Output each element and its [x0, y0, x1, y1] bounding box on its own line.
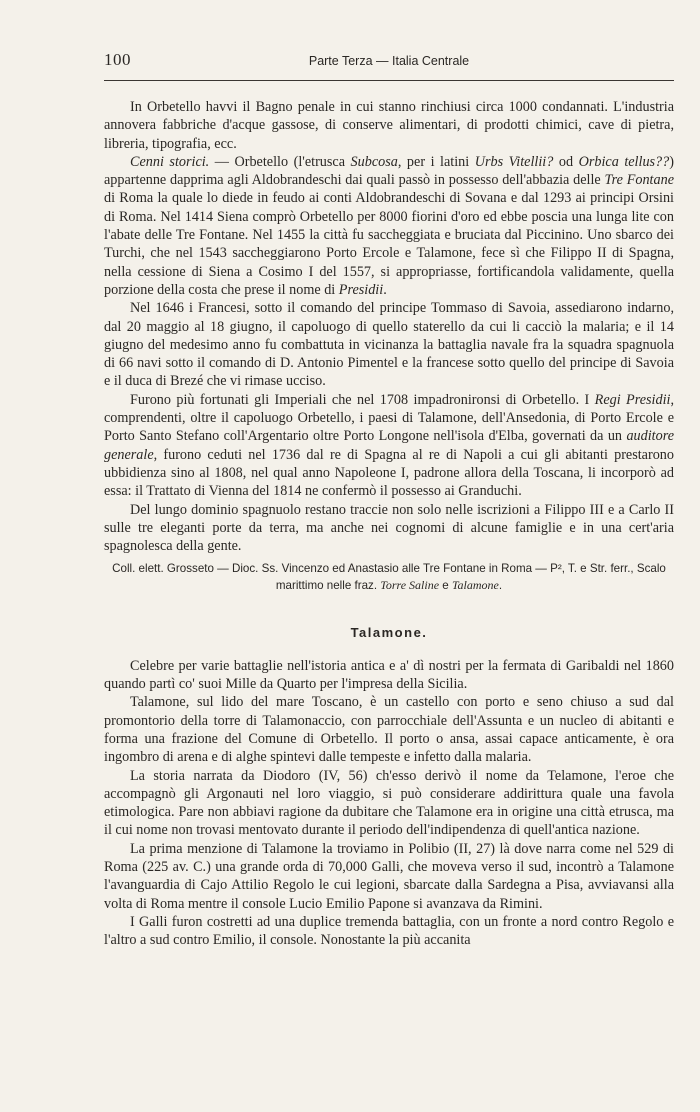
text-run: , per i latini — [397, 153, 475, 170]
text-run: , furono ceduti nel 1736 dal re di Spagna al re di Napoli a cui gli abitanti prestarono ubbidienza sino al 1808, nel qual anno Napoleone I, padrone allora della Toscana, li incorporò ad essa: il Trattato di Vienna del 1814 ne confermò il possesso ai Granduchi. — [104, 446, 674, 500]
italic-term: Presidii — [338, 281, 384, 298]
paragraph-talamone-polibio: La prima menzione di Talamone la troviamo in Polibio (II, 27) là dove narra come nel 529 di Roma (225 av. C.) una grande orda di 70,000 Galli, che moveva verso il sud, incontrò a Talamone l'avanguardia di Cajo Attilio Regolo le cui legioni, sbarcate dalla Sardegna a Pisa, avviavansi alla volta di Roma mentre il console Lucio Emilio Papone si avanzava da Rimini. — [104, 840, 674, 912]
paragraph-imperiali — [104, 391, 674, 501]
cenni-storici-label: Cenni storici. — [130, 153, 210, 170]
italic-term: Orbica tellus?? — [578, 153, 670, 170]
paragraph-talamone-lido: Talamone, sul lido del mare Toscano, è un castello con porto e seno chiuso a sud dal promontorio della torre di Talamonaccio, con parrocchiale dell'Assunta e un nucleo di abitanti e forma una frazione del Comune di Orbetello. Il porto o ansa, assai capace anticamente, è ora ingombro di arena e di alghe spintevi dalle tempeste e infetto dalla malaria. — [104, 694, 674, 766]
text-run: , comprendenti, oltre il capoluogo Orbetello, i paesi di Talamone, dell'Ansedonia, di Porto Ercole e Porto Santo Stefano coll'Argentario oltre Porto Longone nell'isola d'Elba, governati da un — [104, 391, 674, 445]
running-title: Parte Terza — Italia Centrale — [308, 54, 470, 68]
italic-term: Regi Presidii — [594, 391, 671, 408]
italic-term: Talamone — [451, 578, 499, 593]
paragraph-1646: Nel 1646 i Francesi, sotto il comando del principe Tommaso di Savoia, assediarono indarno, dal 20 maggio al 18 giugno, il capoluogo di quello staterello da cui li cacciò la malaria; e il 14 giugno del medesimo anno fu combattuta in vicinanza la battaglia navale fra la squadra spagnuola di 66 navi sotto il comando di D. Antonio Pimentel e la francese sotto quello del principe di Savoia e il duca di Brezé che vi rimase ucciso. — [104, 300, 674, 390]
page-number: 100 — [104, 50, 131, 69]
text-run: ) appartenne dapprima agli Aldobrandeschi dai quali passò in possesso dell'abbazia delle — [104, 153, 674, 189]
text-run: e — [439, 579, 452, 593]
text-run: . — [498, 579, 503, 593]
paragraph-talamone-celebre: Celebre per varie battaglie nell'istoria antica e a' dì nostri per la fermata di Garibaldi nel 1860 quando partì co' suoi Mille da Quarto per l'impresa della Sicilia. — [104, 657, 674, 693]
italic-term: Tre Fontane — [604, 172, 674, 189]
paragraph-talamone-diodoro: La storia narrata da Diodoro (IV, 56) ch'esso derivò il nome da Telamone, l'eroe che accompagnò gli Argonauti nel loro viaggio, si può considerare addirittura quale una favola etimologica. Pare non abbiavi ragione da dubitare che Talamone era in origine una città etrusca, ma il cui nome non trovasi mentovato durante il periodo dell'indipendenza di quell'antica nazione. — [104, 767, 674, 839]
italic-term: auditore generale — [104, 428, 674, 463]
paragraph-orbetello-industry: In Orbetello havvi il Bagno penale in cui stanno rinchiusi circa 1000 condannati. L'industria annovera fabbriche d'acque gassose, di conserve alimentari, di prodotti chimici, cave di pietra, libreria, tipografia, ecc. — [104, 99, 674, 152]
italic-term: Torre Saline — [380, 578, 440, 593]
paragraph-dominio-spagnuolo: Del lungo dominio spagnuolo restano traccie non solo nelle iscrizioni a Filippo III e a Carlo II sulle tre eleganti porte da terra, ma anche nei cognomi di alcune famiglie e in una cert'aria spagnolesca della gente. — [104, 501, 674, 555]
text-run: Coll. elett. Grosseto — Dioc. Ss. Vincenzo ed Anastasio alle Tre Fontane in Roma — P², T. e Str. ferr., Scalo marittimo nelle fraz. — [112, 562, 666, 593]
italic-term: Subcosa — [350, 153, 398, 170]
italic-term: Urbs Vitellii? — [474, 153, 554, 170]
paragraph-talamone-galli: I Galli furon costretti ad una duplice tremenda battaglia, con un fronte a nord contro Regolo e l'altro a sud contro Emilio, il console. Nonostante la più accanita — [104, 913, 674, 949]
text-run: od — [553, 153, 579, 170]
text-run: . — [383, 281, 387, 298]
administrative-note — [104, 561, 674, 594]
page-header — [104, 50, 674, 76]
section-title-talamone: Talamone. — [350, 625, 428, 641]
body-text — [104, 98, 674, 949]
paragraph-cenni-storici — [104, 153, 674, 299]
text-run: — Orbetello (l'etrusca — [209, 153, 351, 170]
header-rule — [104, 80, 674, 81]
text-run: Furono più fortunati gli Imperiali che nel 1708 impadronironsi di Orbetello. I — [130, 391, 595, 408]
text-run: di Roma la quale lo diede in feudo ai conti Aldobrandeschi di Sovana e dal 1293 ai principi Orsini di Roma. Nel 1414 Siena comprò Orbetello per 8000 fiorini d'oro ed ebbe poscia una lunga lite con l'abate delle Tre Fontane. Nel 1455 la città fu saccheggiata e bruciata dal Piccinino. Uno sbarco dei Turchi, che nel 1543 saccheggiarono Porto Ercole e Talamone, fece sì che Filippo II di Spagna, nella cessione di Siena a Cosimo I del 1557, si appropriasse, fortificandola validamente, quella porzione della costa che prese il nome di — [104, 190, 674, 298]
